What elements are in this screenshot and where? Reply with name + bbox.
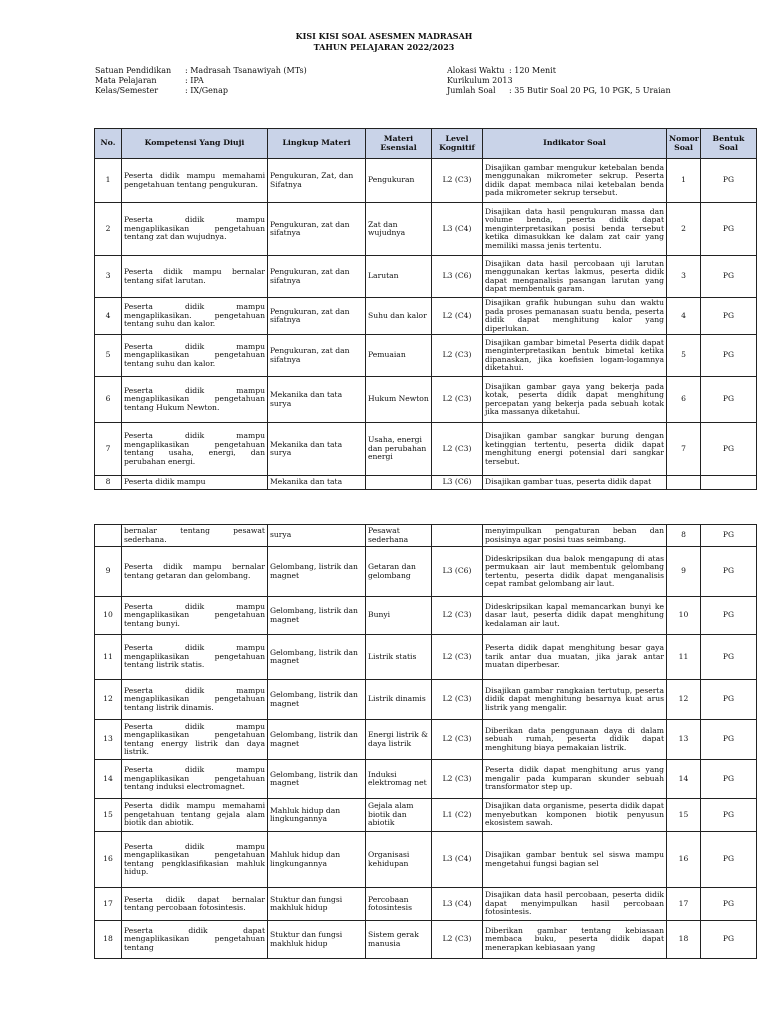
cell-materi: Zat dan wujudnya: [366, 203, 432, 256]
cell-bentuk: PG: [701, 423, 757, 476]
kisi-table-part-1: [94, 128, 757, 490]
cell-nomor: 8: [667, 525, 701, 547]
title-line-2: TAHUN PELAJARAN 2022/2023: [313, 42, 455, 52]
cell-lingkup: Gelombang, listrik dan magnet: [268, 547, 366, 597]
cell-lingkup: Pengukuran, zat dan sifatnya: [268, 203, 366, 256]
table-row: [95, 799, 757, 832]
cell-indikator: Disajikan gambar tuas, peserta didik dapat: [483, 476, 667, 490]
cell-lingkup: Mahluk hidup dan lingkungannya: [268, 799, 366, 832]
table-row: [95, 921, 757, 959]
header-indikator: Indikator Soal: [483, 129, 667, 159]
cell-kompetensi: Peserta didik mampu mengaplikasikan pengetahuan tentang Hukum Newton.: [122, 377, 268, 423]
table-row: [95, 476, 757, 490]
meta-key: Satuan Pendidikan: [95, 66, 172, 75]
cell-kompetensi: Peserta didik mampu bernalar tentang getaran dan gelombang.: [122, 547, 268, 597]
meta-left: [95, 66, 307, 96]
cell-nomor: 15: [667, 799, 701, 832]
cell-kompetensi: Peserta didik mampu mengaplikasikan pengetahuan tentang induksi electromagnet.: [122, 760, 268, 799]
cell-nomor: [667, 476, 701, 490]
table-row: [95, 888, 757, 921]
cell-kompetensi: Peserta didik mampu mengaplikasikan pengetahuan tentang usaha, energi, dan perubahan energi.: [122, 423, 268, 476]
cell-nomor: 14: [667, 760, 701, 799]
cell-bentuk: PG: [701, 760, 757, 799]
cell-no: 2: [95, 203, 122, 256]
cell-nomor: 3: [667, 256, 701, 298]
cell-level: L2 (C3): [432, 597, 483, 635]
table-body-2: [95, 525, 757, 959]
cell-nomor: 12: [667, 680, 701, 720]
cell-lingkup: Gelombang, listrik dan magnet: [268, 680, 366, 720]
cell-kompetensi: Peserta didik mampu mengaplikasikan pengetahuan tentang listrik dinamis.: [122, 680, 268, 720]
table-body-1: [95, 159, 757, 490]
table-row: [95, 377, 757, 423]
cell-indikator: Diberikan gambar tentang kebiasaan membaca buku, peserta didik dapat menerapkan kebiasaan yang: [483, 921, 667, 959]
table-row: [95, 525, 757, 547]
meta-key: Mata Pelajaran: [95, 76, 157, 85]
meta-right: [447, 66, 671, 96]
cell-no: 15: [95, 799, 122, 832]
cell-lingkup: surya: [268, 525, 366, 547]
cell-level: L3 (C4): [432, 832, 483, 888]
meta-value: : IX/Genap: [185, 86, 228, 95]
cell-kompetensi: Peserta didik mampu memahami pengetahuan tentang gejala alam biotik dan abiotik.: [122, 799, 268, 832]
cell-level: L2 (C3): [432, 635, 483, 680]
cell-no: 6: [95, 377, 122, 423]
table-row: [95, 547, 757, 597]
cell-bentuk: PG: [701, 547, 757, 597]
meta-row: [447, 76, 671, 86]
cell-indikator: Disajikan gambar gaya yang bekerja pada kotak, peserta didik dapat menghitung percepatan yang bekerja pada sebuah kotak jika massanya diketahui.: [483, 377, 667, 423]
cell-nomor: 5: [667, 335, 701, 377]
table-row: [95, 635, 757, 680]
cell-nomor: 2: [667, 203, 701, 256]
cell-bentuk: PG: [701, 799, 757, 832]
title-line-1: KISI KISI SOAL ASESMEN MADRASAH: [295, 31, 473, 41]
cell-no: 7: [95, 423, 122, 476]
table-row: [95, 760, 757, 799]
cell-no: 3: [95, 256, 122, 298]
table-row: [95, 256, 757, 298]
meta-row: [447, 66, 671, 76]
header-lingkup: Lingkup Materi: [268, 129, 366, 159]
cell-lingkup: Gelombang, listrik dan magnet: [268, 635, 366, 680]
cell-materi: Pemuaian: [366, 335, 432, 377]
cell-materi: Energi listrik & daya listrik: [366, 720, 432, 760]
cell-level: L2 (C3): [432, 423, 483, 476]
cell-materi: Percobaan fotosintesis: [366, 888, 432, 921]
cell-bentuk: PG: [701, 921, 757, 959]
cell-kompetensi: bernalar tentang pesawat sederhana.: [122, 525, 268, 547]
cell-materi: Gejala alam biotik dan abiotik: [366, 799, 432, 832]
cell-no: 12: [95, 680, 122, 720]
meta-row: [447, 86, 671, 96]
table-row: [95, 832, 757, 888]
cell-level: L3 (C6): [432, 256, 483, 298]
cell-lingkup: Stuktur dan fungsi makhluk hidup: [268, 921, 366, 959]
cell-lingkup: Gelombang, listrik dan magnet: [268, 597, 366, 635]
header-level: Level Kognitif: [432, 129, 483, 159]
cell-materi: Usaha, energi dan perubahan energi: [366, 423, 432, 476]
meta-value: : 35 Butir Soal 20 PG, 10 PGK, 5 Uraian: [509, 86, 671, 95]
cell-kompetensi: Peserta didik mampu mengaplikasikan pengetahuan tentang listrik statis.: [122, 635, 268, 680]
cell-indikator: Peserta didik dapat menghitung arus yang mengalir pada kumparan skunder sebuah transformator step up.: [483, 760, 667, 799]
cell-nomor: 16: [667, 832, 701, 888]
cell-kompetensi: Peserta didik mampu mengaplikasikan pengetahuan tentang bunyi.: [122, 597, 268, 635]
cell-no: 14: [95, 760, 122, 799]
cell-indikator: Disajikan gambar sangkar burung dengan ketinggian tertentu, peserta didik dapat menghitung energi potensial dari sangkar tersebut.: [483, 423, 667, 476]
cell-nomor: 9: [667, 547, 701, 597]
table-row: [95, 159, 757, 203]
cell-level: L1 (C2): [432, 799, 483, 832]
cell-bentuk: PG: [701, 720, 757, 760]
cell-no: 9: [95, 547, 122, 597]
meta-value: : 120 Menit: [509, 66, 556, 75]
meta-key: Alokasi Waktu: [447, 66, 505, 75]
cell-level: [432, 525, 483, 547]
cell-indikator: Disajikan grafik hubungan suhu dan waktu pada proses pemanasan suatu benda, peserta didik dapat menghitung kalor yang diperlukan.: [483, 298, 667, 335]
cell-no: 4: [95, 298, 122, 335]
cell-nomor: 11: [667, 635, 701, 680]
cell-bentuk: PG: [701, 298, 757, 335]
cell-level: L2 (C3): [432, 680, 483, 720]
meta-key: Jumlah Soal: [447, 86, 496, 95]
cell-indikator: Peserta didik dapat menghitung besar gaya tarik antar dua muatan, jika jarak antar muatan diperbesar.: [483, 635, 667, 680]
cell-kompetensi: Peserta didik mampu mengaplikasikan pengetahuan tentang suhu dan kalor.: [122, 335, 268, 377]
cell-lingkup: Stuktur dan fungsi makhluk hidup: [268, 888, 366, 921]
cell-materi: Larutan: [366, 256, 432, 298]
meta-value: : IPA: [185, 76, 204, 85]
cell-nomor: 4: [667, 298, 701, 335]
cell-materi: Pengukuran: [366, 159, 432, 203]
header-no: No.: [95, 129, 122, 159]
cell-nomor: 1: [667, 159, 701, 203]
cell-materi: Hukum Newton: [366, 377, 432, 423]
cell-no: 18: [95, 921, 122, 959]
cell-materi: Listrik dinamis: [366, 680, 432, 720]
cell-materi: Listrik statis: [366, 635, 432, 680]
meta-value: : Madrasah Tsanawiyah (MTs): [185, 66, 307, 75]
table-row: [95, 298, 757, 335]
document-title: [0, 32, 768, 54]
cell-level: L2 (C3): [432, 335, 483, 377]
cell-materi: Organisasi kehidupan: [366, 832, 432, 888]
cell-level: L2 (C3): [432, 720, 483, 760]
cell-lingkup: Gelombang, listrik dan magnet: [268, 720, 366, 760]
meta-key: Kelas/Semester: [95, 86, 159, 95]
cell-nomor: 7: [667, 423, 701, 476]
cell-no: 16: [95, 832, 122, 888]
table-row: [95, 203, 757, 256]
cell-kompetensi: Peserta didik mampu mengaplikasikan pengetahuan tentang pengklasifikasian mahluk hidup.: [122, 832, 268, 888]
cell-level: L2 (C3): [432, 760, 483, 799]
header-kompetensi: Kompetensi Yang Diuji: [122, 129, 268, 159]
cell-indikator: Disajikan gambar mengukur ketebalan benda menggunakan mikrometer sekrup. Peserta didik dapat membaca nilai ketebalan benda pada mikrometer sekrup tersebut.: [483, 159, 667, 203]
cell-kompetensi: Peserta didik mampu memahami pengetahuan tentang pengukuran.: [122, 159, 268, 203]
cell-bentuk: PG: [701, 159, 757, 203]
cell-no: 10: [95, 597, 122, 635]
cell-indikator: menyimpulkan pengaturan beban dan posisinya agar posisi tuas seimbang.: [483, 525, 667, 547]
cell-bentuk: PG: [701, 256, 757, 298]
cell-bentuk: PG: [701, 635, 757, 680]
cell-bentuk: PG: [701, 335, 757, 377]
table-header-row: [95, 129, 757, 159]
header-bentuk: Bentuk Soal: [701, 129, 757, 159]
cell-no: 17: [95, 888, 122, 921]
cell-bentuk: PG: [701, 680, 757, 720]
cell-materi: Pesawat sederhana: [366, 525, 432, 547]
cell-level: L3 (C4): [432, 203, 483, 256]
header-nomor: Nomor Soal: [667, 129, 701, 159]
table-row: [95, 680, 757, 720]
cell-level: L3 (C6): [432, 547, 483, 597]
cell-no: 1: [95, 159, 122, 203]
cell-nomor: 10: [667, 597, 701, 635]
cell-nomor: 18: [667, 921, 701, 959]
cell-lingkup: Pengukuran, zat dan sifatnya: [268, 298, 366, 335]
cell-no: 8: [95, 476, 122, 490]
table-row: [95, 335, 757, 377]
cell-bentuk: PG: [701, 597, 757, 635]
cell-no: 13: [95, 720, 122, 760]
cell-materi: Getaran dan gelombang: [366, 547, 432, 597]
header-materi: Materi Esensial: [366, 129, 432, 159]
cell-level: L3 (C6): [432, 476, 483, 490]
cell-lingkup: Pengukuran, zat dan sifatnya: [268, 335, 366, 377]
cell-kompetensi: Peserta didik dapat mengaplikasikan pengetahuan tentang: [122, 921, 268, 959]
cell-lingkup: Mekanika dan tata surya: [268, 377, 366, 423]
cell-kompetensi: Peserta didik mampu mengaplikasikan pengetahuan tentang zat dan wujudnya.: [122, 203, 268, 256]
kisi-table-part-2: [94, 524, 757, 959]
cell-indikator: Disajikan gambar bimetal Peserta didik dapat menginterpretasikan bentuk bimetal ketika dipanaskan, jika koefisien logam-logamnya diketahui.: [483, 335, 667, 377]
cell-indikator: Diberikan data penggunaan daya di dalam sebuah rumah, peserta didik dapat menghitung biaya pemakaian listrik.: [483, 720, 667, 760]
meta-row: [95, 76, 307, 86]
cell-no: [95, 525, 122, 547]
cell-no: 5: [95, 335, 122, 377]
cell-materi: [366, 476, 432, 490]
cell-materi: Sistem gerak manusia: [366, 921, 432, 959]
cell-bentuk: PG: [701, 888, 757, 921]
cell-bentuk: PG: [701, 203, 757, 256]
cell-materi: Bunyi: [366, 597, 432, 635]
cell-nomor: 6: [667, 377, 701, 423]
cell-materi: Suhu dan kalor: [366, 298, 432, 335]
cell-lingkup: Pengukuran, Zat, dan Sifatnya: [268, 159, 366, 203]
cell-indikator: Dideskripsikan dua balok mengapung di atas permukaan air laut membentuk gelombang tertentu, peserta didik dapat menganalisis cepat rambat gelombang air laut.: [483, 547, 667, 597]
table-row: [95, 423, 757, 476]
cell-level: L2 (C3): [432, 921, 483, 959]
cell-kompetensi: Peserta didik mampu mengaplikasikan pengetahuan tentang energy listrik dan daya listrik.: [122, 720, 268, 760]
cell-bentuk: [701, 476, 757, 490]
cell-level: L2 (C4): [432, 298, 483, 335]
cell-kompetensi: Peserta didik mampu: [122, 476, 268, 490]
cell-kompetensi: Peserta didik dapat bernalar tentang percobaan fotosintesis.: [122, 888, 268, 921]
cell-lingkup: Mekanika dan tata: [268, 476, 366, 490]
cell-materi: Induksi elektromag net: [366, 760, 432, 799]
cell-lingkup: Pengukuran, zat dan sifatnya: [268, 256, 366, 298]
cell-indikator: Disajikan gambar rangkaian tertutup, peserta didik dapat menghitung besarnya kuat arus listrik yang mengalir.: [483, 680, 667, 720]
meta-row: [95, 66, 307, 76]
cell-indikator: Disajikan data hasil percobaan uji larutan menggunakan kertas lakmus, peserta didik dapat menganalisis pasangan larutan yang dapat membentuk garam.: [483, 256, 667, 298]
cell-bentuk: PG: [701, 832, 757, 888]
cell-level: L3 (C4): [432, 888, 483, 921]
cell-no: 11: [95, 635, 122, 680]
cell-bentuk: PG: [701, 525, 757, 547]
cell-nomor: 17: [667, 888, 701, 921]
cell-level: L2 (C3): [432, 377, 483, 423]
cell-lingkup: Mahluk hidup dan lingkungannya: [268, 832, 366, 888]
cell-indikator: Disajikan gambar bentuk sel siswa mampu mengetahui fungsi bagian sel: [483, 832, 667, 888]
meta-row: [95, 86, 307, 96]
table-row: [95, 720, 757, 760]
cell-indikator: Dideskripsikan kapal memancarkan bunyi ke dasar laut, peserta didik dapat menghitung kedalaman air laut.: [483, 597, 667, 635]
cell-indikator: Disajikan data organisme, peserta didik dapat menyebutkan komponen biotik penyusun ekosistem sawah.: [483, 799, 667, 832]
cell-indikator: Disajikan data hasil pengukuran massa dan volume benda, peserta didik dapat menginterpretasikan posisi benda tersebut ketika dimasukkan ke dalam zat cair yang memiliki massa jenis tertentu.: [483, 203, 667, 256]
cell-kompetensi: Peserta didik mampu bernalar tentang sifat larutan.: [122, 256, 268, 298]
cell-lingkup: Gelombang, listrik dan magnet: [268, 760, 366, 799]
cell-nomor: 13: [667, 720, 701, 760]
cell-lingkup: Mekanika dan tata surya: [268, 423, 366, 476]
meta-key: Kurikulum 2013: [447, 76, 513, 85]
cell-indikator: Disajikan data hasil percobaan, peserta didik dapat menyimpulkan hasil percobaan fotosintesis.: [483, 888, 667, 921]
cell-level: L2 (C3): [432, 159, 483, 203]
cell-kompetensi: Peserta didik mampu mengaplikasikan. pengetahuan tentang suhu dan kalor.: [122, 298, 268, 335]
table-row: [95, 597, 757, 635]
cell-bentuk: PG: [701, 377, 757, 423]
